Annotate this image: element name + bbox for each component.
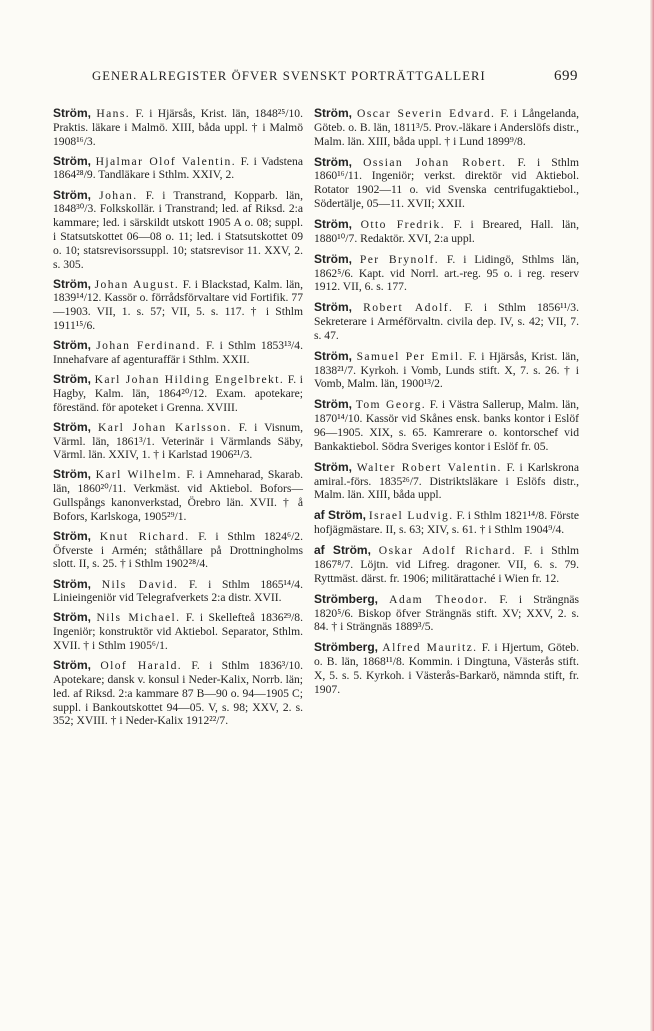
entry-given-names: Karl Johan Hilding Engelbrekt. — [94, 373, 285, 387]
entry-surname: Ström, — [53, 419, 92, 434]
entry-surname: af Ström, — [314, 508, 367, 523]
entry-given-names: Walter Robert Valentin. — [356, 460, 502, 474]
left-column — [53, 107, 303, 734]
right-column — [314, 107, 579, 704]
entry-surname: Strömberg, — [314, 591, 379, 606]
entry-surname: af Ström, — [314, 543, 371, 558]
entry-surname: Ström, — [53, 528, 92, 543]
entry-text: F. i Karlskrona amiral.-förs. 1835²⁶/7. Distriktsläkare i Eslöfs distr., Malm. län. XIII, båda uppl. — [314, 460, 579, 502]
entry-text: F. i Breared, Hall. län, 1880¹⁰/7. Redaktör. XVI, 2:a uppl. — [314, 217, 579, 245]
entry-surname: Ström, — [53, 576, 92, 591]
entry-text: F. i Lidingö, Sthlms län, 1862⁵/6. Kapt. vid Norrl. art.-reg. 95 o. i reg. reserv 1912. VII, 6. s. 177. — [314, 252, 579, 294]
entry-given-names: Israel Ludvig. — [368, 509, 454, 523]
entry-text: F. i Strängnäs 1820⁵/6. Biskop öfver Strängnäs stift. XV; XXV, 2. s. 84. † i Strängnäs 1889³/5. — [314, 592, 579, 634]
entry-given-names: Karl Wilhelm. — [95, 468, 182, 482]
entry-text: F. i Blackstad, Kalm. län, 1839¹⁴/12. Kassör o. förrådsförvaltare vid Fortifik. 77—1903. VII, 1. s. 57; VII, 5. s. 117. † i Sthlm 1911¹⁵/6. — [53, 277, 303, 333]
register-entry — [314, 509, 579, 537]
register-entry — [314, 218, 579, 246]
entry-given-names: Tom Georg. — [355, 398, 427, 412]
entry-surname: Strömberg, — [314, 640, 379, 655]
register-entry — [53, 339, 303, 367]
register-entry — [314, 301, 579, 342]
entry-given-names: Johan August. — [94, 277, 180, 291]
register-entry — [314, 461, 579, 502]
entry-text: F. i Sthlm 1836³/10. Apotekare; dansk v. konsul i Neder-Kalix, Norrb. län; led. af Riksd. 2:a kammare 87 B—90 o. 94—1905 C; suppl. i Bankoutskottet 94—05. V, s. 98; XXV, 2. s. 352; XVIII. † i Neder-Kalix 1912²²/7. — [53, 659, 303, 728]
register-entry — [53, 155, 303, 183]
entry-text: F. i Hagby, Kalm. län, 1864²⁰/12. Exam. apotekare; föreständ. för apoteket i Grenna. XVIII. — [53, 373, 303, 414]
page-header — [92, 68, 578, 85]
entry-given-names: Ossian Johan Robert. — [363, 155, 507, 169]
entry-given-names: Nils David. — [101, 577, 179, 591]
entry-text: F. i Sthlm 1824⁶/2. Öfverste i Armén; ståthållare på Drottningholms slott. II, s. 25. † i Sthlm 1902²⁸/4. — [53, 529, 303, 571]
register-entry — [53, 530, 303, 571]
entry-given-names: Otto Fredrik. — [360, 217, 445, 231]
entry-text: F. i Hjärsås, Krist. län, 1848²⁵/10. Praktis. läkare i Malmö. XIII, båda uppl. † i Malmö 1908¹⁶/3. — [53, 107, 303, 148]
register-entry — [53, 189, 303, 272]
register-entry — [53, 659, 303, 728]
entry-given-names: Per Brynolf. — [359, 252, 440, 266]
entry-given-names: Nils Michael. — [96, 611, 181, 625]
register-entry — [53, 578, 303, 606]
entry-surname: Ström, — [53, 338, 92, 353]
register-entry — [314, 398, 579, 453]
entry-text: F. i Sthlm 1860¹⁶/11. Ingeniör; verkst. direktör vid Aktiebol. Rotator 1902—11 o. vid Svenska centrifugaktiebol., Södertälje, 05—11. XVII; XXII. — [314, 155, 579, 210]
entry-text: F. i Långelanda, Göteb. o. B. län, 1811³/5. Prov.-läkare i Anderslöfs distr., Malm. län. XIII, båda uppl. † i Lund 1899⁹/8. — [314, 107, 580, 148]
entry-surname: Ström, — [53, 187, 92, 202]
entry-text: F. i Vadstena 1864²⁸/9. Tandläkare i Sthlm. XXIV, 2. — [53, 154, 303, 182]
entry-text: F. i Västra Sallerup, Malm. län, 1870¹⁴/10. Kassör vid Skånes ensk. banks kontor i Eslöf 96—1905. XIX, s. 65. Kamrerare o. kontorschef vid Bankaktiebol. Södra Sveriges kontor i Eslöf fr. 05. — [314, 398, 579, 453]
entry-text: F. i Visnum, Värml. län, 1861³/1. Veterinär i Värmlands Säby, Värml. län. XXIV, 1. † i Karlstad 1906²¹/3. — [53, 420, 303, 462]
entry-surname: Ström, — [53, 658, 92, 673]
register-entry — [314, 253, 579, 294]
entry-surname: Ström, — [314, 348, 353, 363]
entry-text: F. i Sthlm 1821¹⁴/8. Förste hofjägmästare. II, s. 63; XIV, s. 61. † i Sthlm 1904⁹/4. — [314, 509, 580, 537]
page-number: 699 — [554, 68, 578, 84]
entry-surname: Ström, — [314, 106, 353, 120]
entry-text: F. i Skellefteå 1836²⁹/8. Ingeniör; konstruktör vid Aktiebol. Separator, Sthlm. XVII. † i Sthlm 1905⁶/1. — [53, 611, 304, 653]
entry-given-names: Karl Johan Karlsson. — [98, 420, 232, 434]
entry-given-names: Oskar Adolf Richard. — [378, 544, 517, 558]
entry-text: F. i Sthlm 1867⁸/7. Löjtn. vid Lifreg. dragoner. VII, 6. s. 79. Ryttmäst. därst. fr. 1906; militärattaché i Wien fr. 12. — [314, 544, 580, 585]
entry-surname: Ström, — [314, 397, 353, 412]
entry-text: F. i Sthlm 1853¹³/4. Innehafvare af agenturaffär i Sthlm. XXII. — [53, 339, 303, 366]
entry-surname: Ström, — [314, 251, 353, 266]
register-entry — [314, 156, 579, 211]
register-entry — [53, 107, 303, 148]
entry-text: F. i Sthlm 1856¹¹/3. Sekreterare i Arméförvaltn. civila dep. IV, s. 42; VII, 7. s. 47. — [314, 301, 580, 342]
entry-surname: Ström, — [314, 154, 353, 169]
register-entry — [314, 107, 579, 148]
register-entry — [53, 421, 303, 462]
entry-surname: Ström, — [53, 467, 92, 482]
entry-surname: Ström, — [314, 459, 353, 474]
entry-text: F. i Hjärsås, Krist. län, 1838²¹/7. Kyrkoh. i Vomb, Lunds stift. X, 7. s. 26. † i Vomb, Malm. län, 1900¹³/2. — [314, 349, 579, 391]
entry-surname: Ström, — [53, 610, 92, 625]
entry-given-names: Alfred Mauritz. — [382, 641, 478, 655]
entry-surname: Ström, — [53, 276, 92, 291]
entry-given-names: Robert Adolf. — [363, 301, 454, 315]
entry-given-names: Adam Theodor. — [389, 592, 489, 606]
entry-given-names: Oscar Severin Edvard. — [357, 107, 496, 120]
register-entry — [53, 611, 303, 652]
register-entry — [314, 641, 579, 696]
entry-surname: Ström, — [53, 372, 92, 387]
entry-given-names: Olof Harald. — [100, 659, 183, 673]
entry-text: F. i Hjertum, Göteb. o. B. län, 1868¹¹/8. Kommin. i Dingtuna, Västerås stift. X, 5. s. 5. Kyrkoh. i Västerås-Barkarö, nämnda stift, fr. 1907. — [314, 641, 579, 696]
entry-surname: Ström, — [314, 300, 353, 315]
entry-text: F. i Transtrand, Kopparb. län, 1848³⁰/3. Folkskollär. i Transtrand; led. af Riksd. 2:a kammare; led. i särskildt utskott 1905 A o. 08; suppl. i Statsutskottet 06—08 o. 11; led. i Statsutskottet 09 o. 10; statsrevisorssuppl. 10; statsrevisor 11. XXV, 2. s. 305. — [53, 188, 303, 271]
register-entry — [314, 544, 579, 585]
register-entry — [53, 373, 303, 414]
entry-surname: Ström, — [53, 106, 92, 120]
running-title: GENERALREGISTER ÖFVER SVENSKT PORTRÄTTGALLERI — [92, 69, 486, 83]
register-entry — [53, 278, 303, 333]
entry-text: F. i Amneharad, Skarab. län, 1860²⁰/11. Verkmäst. vid Aktiebol. Bofors—Gullspångs kanonverkstad, Örebro län. XVII. † å Bofors, Karlskoga, 1905²⁹/1. — [53, 468, 304, 523]
entry-given-names: Hans. — [96, 107, 131, 120]
entry-surname: Ström, — [53, 153, 92, 168]
register-entry — [314, 593, 579, 634]
entry-given-names: Johan. — [99, 188, 138, 202]
entry-given-names: Hjalmar Olof Valentin. — [95, 154, 237, 168]
entry-surname: Ström, — [314, 216, 353, 231]
entry-given-names: Samuel Per Emil. — [356, 349, 464, 363]
entry-text: F. i Sthlm 1865¹⁴/4. Linieingeniör vid Telegrafverkets 2:a distr. XVII. — [53, 577, 303, 605]
page-edge — [650, 0, 654, 1031]
register-entry — [53, 468, 303, 523]
register-entry — [314, 350, 579, 391]
entry-given-names: Knut Richard. — [99, 529, 190, 543]
entry-given-names: Johan Ferdinand. — [96, 339, 201, 353]
